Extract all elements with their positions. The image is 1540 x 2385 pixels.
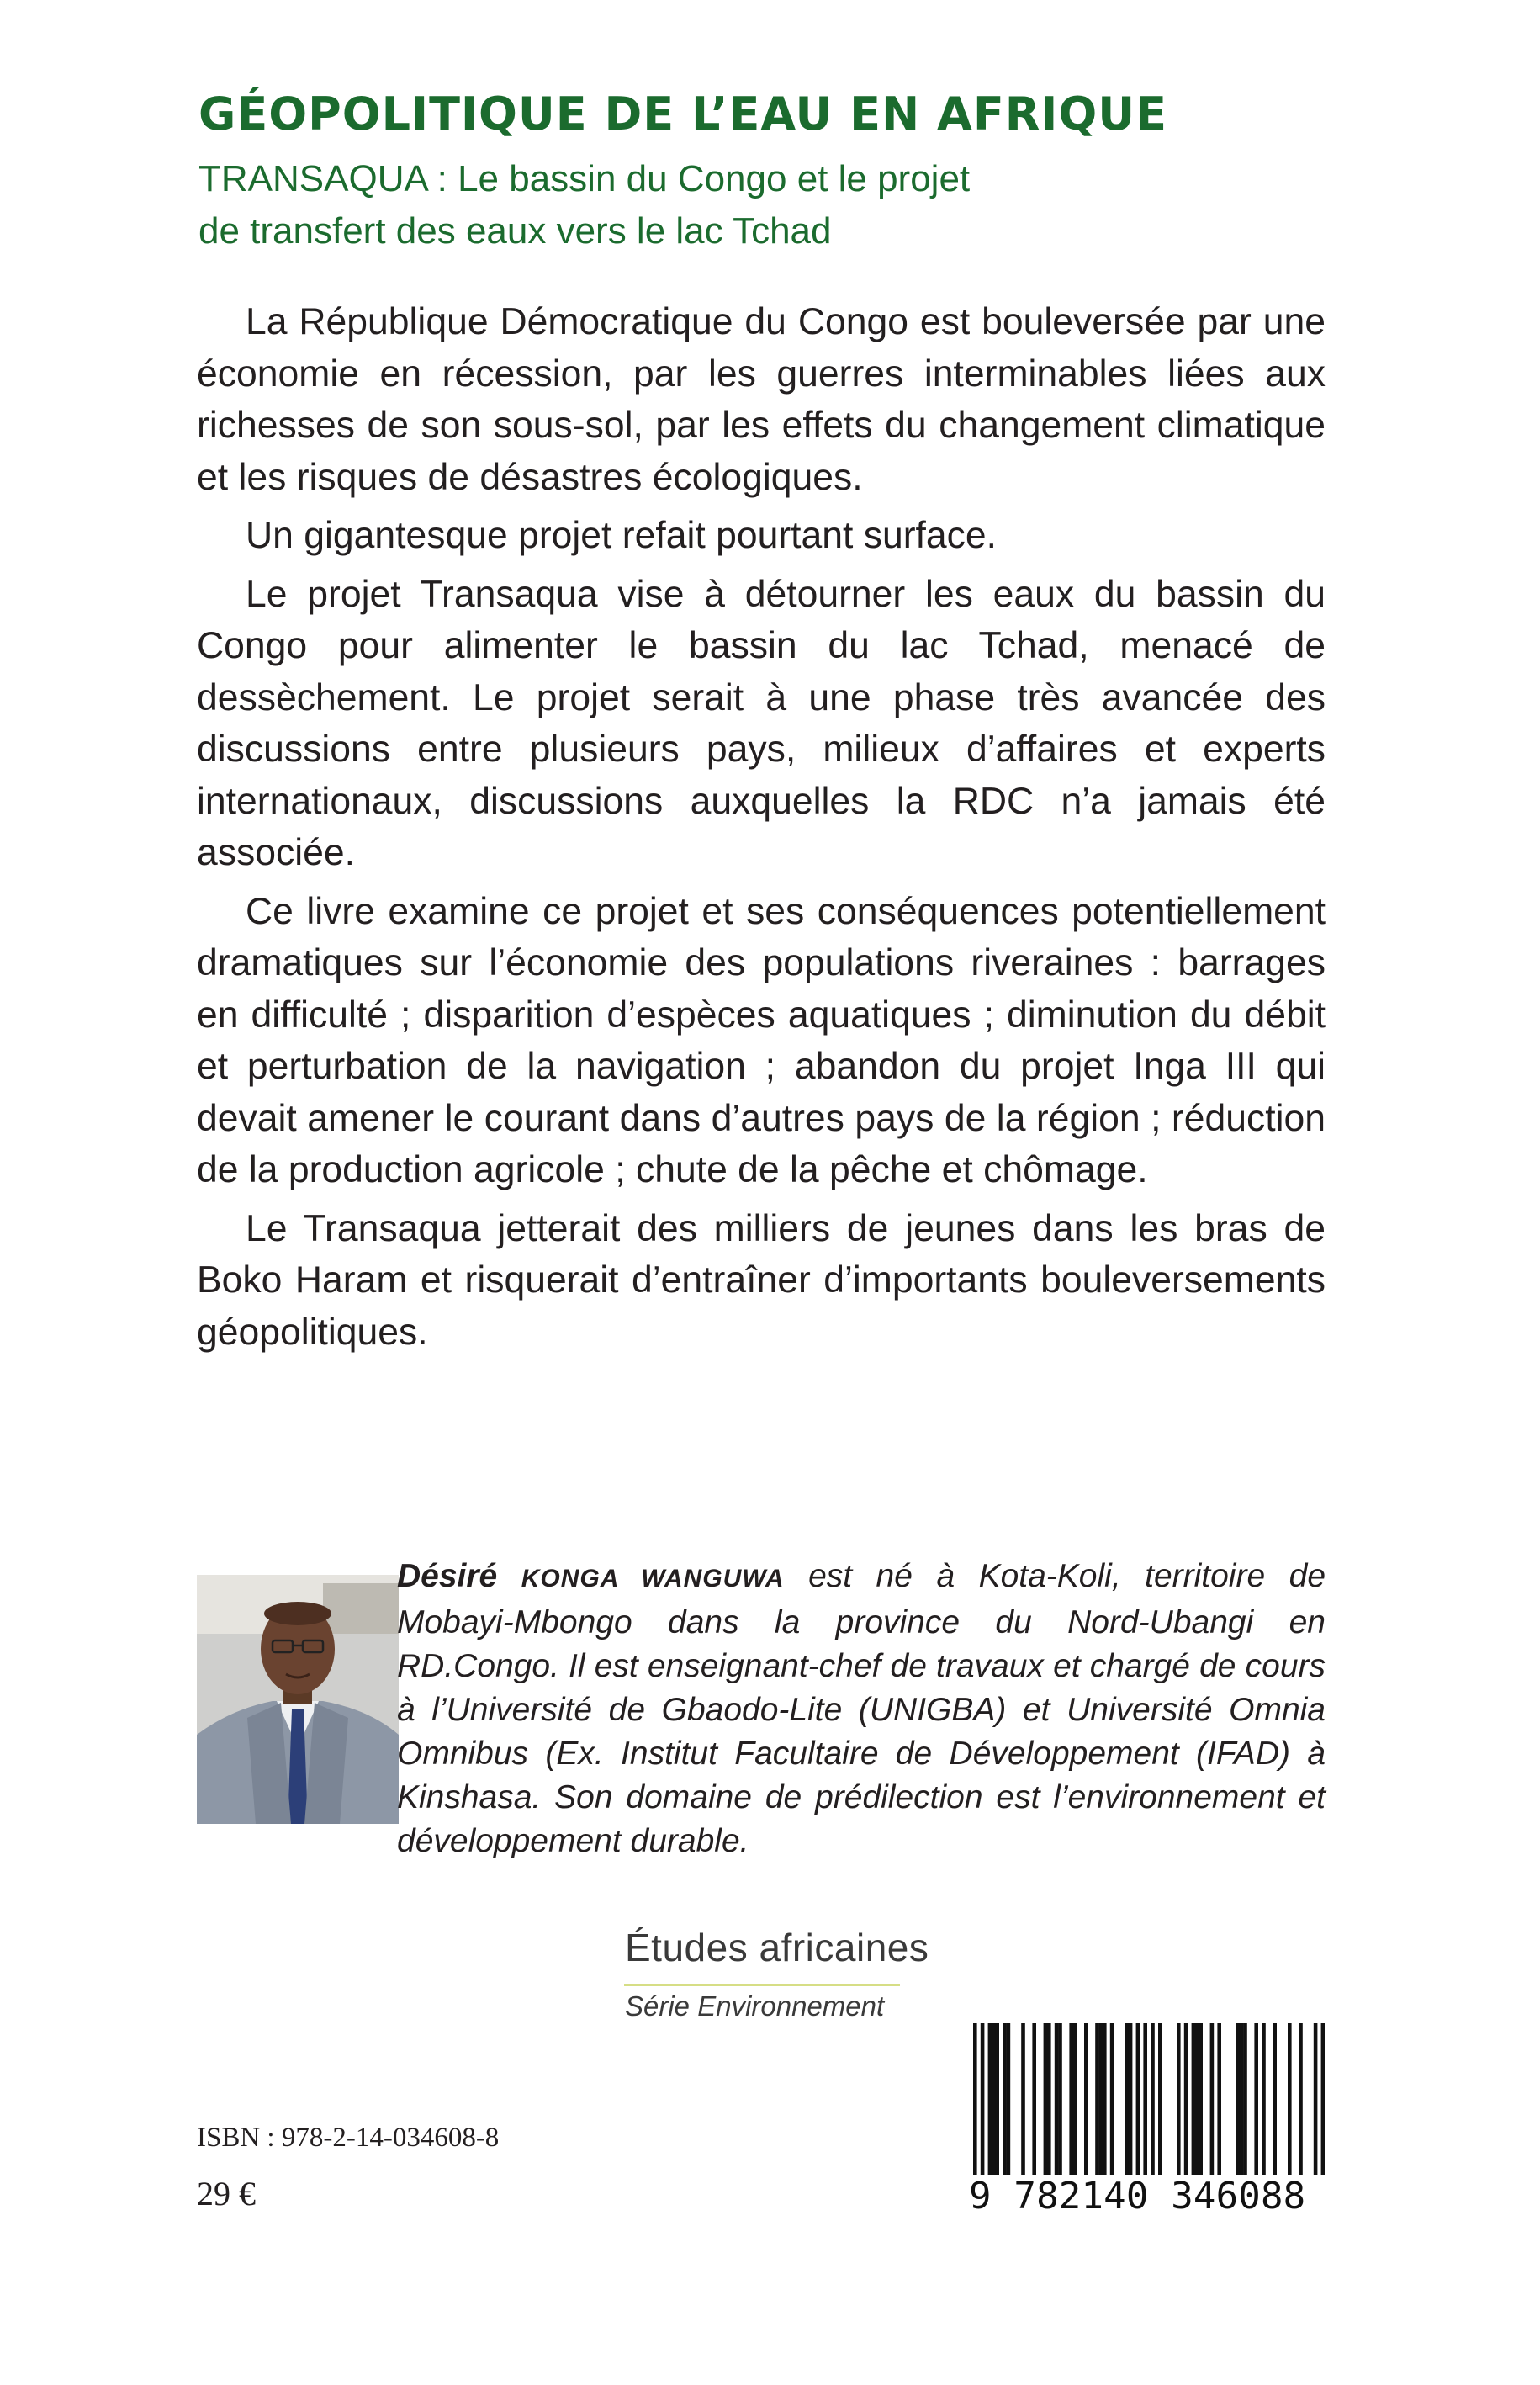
barcode-bar [1177,2023,1181,2175]
author-last-name: KONGA WANGUWA [521,1565,785,1593]
barcode-bar [1273,2023,1277,2175]
barcode-bar [1243,2023,1247,2175]
barcode-bar [1058,2023,1062,2175]
barcode-bar [1047,2023,1051,2175]
blurb-paragraph: Le Transaqua jetterait des milliers de jeunes dans les bras de Boko Haram et risquerait d’entraîner d’importants bouleversements géopolitiques. [197,1207,1326,1353]
barcode-bar [1217,2023,1221,2175]
barcode-bar [1210,2023,1215,2175]
barcode-bar [1184,2023,1188,2175]
barcode-bar [1103,2023,1107,2175]
barcode-bar [1299,2023,1303,2175]
collection-name: Études africaines [625,1926,929,1969]
blurb-paragraph: Un gigantesque projet refait pourtant surface. [246,515,998,556]
author-photo [197,1575,399,1824]
barcode-bar [1129,2023,1133,2175]
barcode-bar [1021,2023,1025,2175]
barcode-bar [1254,2023,1258,2175]
author-bio [397,1555,1326,1863]
book-title: GÉOPOLITIQUE DE L’EAU EN AFRIQUE [198,87,1168,140]
blurb-paragraph: Le projet Transaqua vise à détourner les eaux du bassin du Congo pour alimenter le bassin du lac Tchad, menacé de dessèchement. Le projet serait à une phase très avancée des discussions entre plusieurs pays, milieux d’affaires et experts internationaux, discussions auxquelles la RDC n’a jamais été associée. [197,573,1326,873]
barcode-bar [1032,2023,1036,2175]
author-first-name: Désiré [397,1558,498,1594]
barcode-bar [1003,2023,1007,2175]
price: 29 € [197,2175,256,2213]
collection-series: Série Environnement [625,1990,885,2022]
barcode-bar [992,2023,996,2175]
barcode-bar [1288,2023,1292,2175]
subtitle-line-2: de transfert des eaux vers le lac Tchad [198,210,832,252]
barcode-bar [995,2023,999,2175]
barcode-bar [1195,2023,1199,2175]
barcode-bar [1095,2023,1099,2175]
barcode-bar [973,2023,977,2192]
barcode-bar [1240,2023,1244,2175]
barcode-bar [1055,2023,1059,2175]
barcode-bar [1110,2023,1114,2175]
barcode-bar [988,2023,992,2175]
collection-divider [624,1984,900,1986]
barcode-bar [1007,2023,1011,2175]
barcode-bar [1262,2023,1266,2175]
barcode-bar [1151,2023,1155,2192]
barcode-bar [981,2023,985,2192]
barcode-bar [1069,2023,1073,2175]
barcode-bar [1314,2023,1318,2192]
barcode-bar [1136,2023,1140,2175]
author-bio-text: est né à Kota-Koli, territoire de Mobayi-Mbongo dans la province du Nord-Ubangi en RD.Congo. Il est enseignant-chef de travaux et chargé de cours à l’Université de Gbaodo-Lite (UNIGBA) et Université Omnia Omnibus (Ex. Institut Facultaire de Développement (IFAD) à Kinshasa. Son domaine de prédilection est l’environnement et développement durable. [397,1558,1326,1859]
barcode-bar [1125,2023,1129,2175]
isbn: ISBN : 978-2-14-034608-8 [197,2123,500,2153]
barcode-bar [1321,2023,1325,2192]
barcode-bar [1236,2023,1240,2175]
barcode-bar [1192,2023,1196,2175]
barcode-bar [1084,2023,1088,2175]
blurb-paragraph: La République Démocratique du Congo est bouleversée par une économie en récession, par les guerres interminables liées aux richesses de son sous-sol, par les effets du changement climatique et les risques de désastres écologiques. [197,301,1326,498]
barcode-bar [1158,2023,1162,2175]
barcode-bar [1044,2023,1048,2175]
barcode-bar [1099,2023,1103,2175]
barcode-bar [1073,2023,1077,2175]
back-cover-blurb [197,296,1326,1365]
book-subtitle [198,153,970,257]
blurb-paragraph: Ce livre examine ce projet et ses conséquences potentiellement dramatiques sur l’économie des populations riveraines : barrages en difficulté ; disparition d’espèces aquatiques ; diminution du débit et perturbation de la navigation ; abandon du projet Inga III qui devait amener le courant dans d’autres pays de la région ; réduction de la production agricole ; chute de la pêche et chômage. [197,890,1326,1190]
barcode-bar [1143,2023,1147,2192]
barcode-digits: 9 782140 346088 [969,2175,1326,2218]
subtitle-line-1: TRANSAQUA : Le bassin du Congo et le projet [198,158,971,199]
barcode-bar [1199,2023,1203,2175]
